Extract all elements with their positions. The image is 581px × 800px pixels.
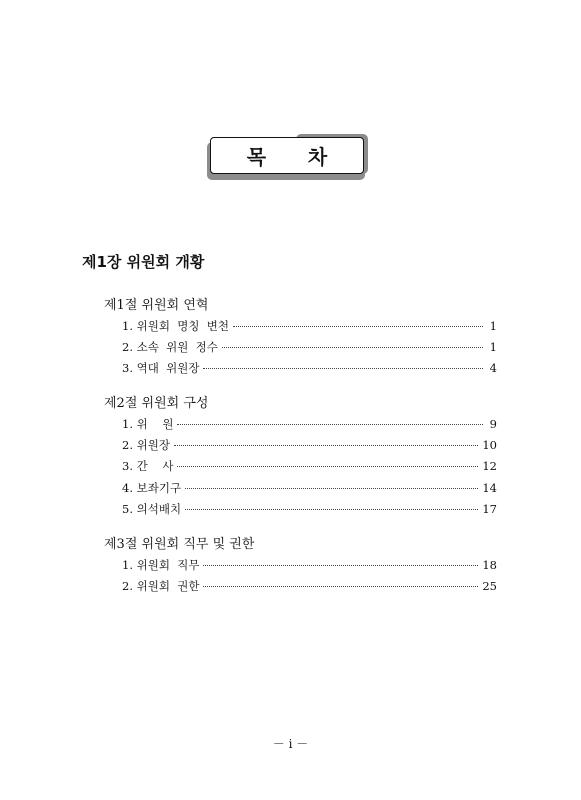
toc-entry-page: 17 — [482, 502, 497, 516]
leader-dots — [203, 586, 478, 587]
toc-entry[interactable] — [122, 458, 497, 474]
toc-entry-page: 1 — [489, 319, 497, 333]
toc-title: 목 차 — [246, 145, 328, 169]
toc-entry-label: 3. 역대 위원장 — [122, 361, 200, 375]
leader-dots — [185, 509, 478, 510]
leader-dots — [203, 565, 478, 566]
toc-entry[interactable] — [122, 339, 497, 355]
toc-entry-page: 4 — [489, 361, 497, 375]
toc-entry-page: 9 — [489, 417, 497, 431]
toc-entry-label: 4. 보좌기구 — [122, 481, 182, 495]
toc-entry-page: 14 — [482, 481, 497, 495]
toc-entry-page: 10 — [482, 438, 497, 452]
toc-entry[interactable] — [122, 480, 497, 496]
toc-entry[interactable] — [122, 318, 497, 334]
toc-entry[interactable] — [122, 578, 497, 594]
toc-entry-label: 1. 위원회 명칭 변천 — [122, 319, 230, 333]
toc-entry-label: 1. 위 원 — [122, 417, 174, 431]
leader-dots — [177, 466, 478, 467]
leader-dots — [177, 424, 483, 425]
toc-entry[interactable] — [122, 416, 497, 432]
toc-entry-label: 1. 위원회 직무 — [122, 558, 200, 572]
toc-entry-label: 3. 간 사 — [122, 459, 174, 473]
toc-entry-label: 2. 소속 위원 정수 — [122, 340, 218, 354]
section-heading: 제1절 위원회 연혁 — [104, 298, 209, 313]
section-heading: 제3절 위원회 직무 및 권한 — [104, 537, 255, 552]
toc-entry-label: 5. 의석배치 — [122, 502, 182, 516]
toc-entry-label: 2. 위원회 권한 — [122, 579, 200, 593]
toc-entry[interactable] — [122, 557, 497, 573]
leader-dots — [185, 488, 478, 489]
toc-entry-label: 2. 위원장 — [122, 438, 170, 452]
toc-entry[interactable] — [122, 360, 497, 376]
section-heading: 제2절 위원회 구성 — [104, 396, 209, 411]
leader-dots — [203, 368, 483, 369]
toc-entry-page: 18 — [482, 558, 497, 572]
toc-title-box — [210, 137, 368, 180]
leader-dots — [233, 326, 483, 327]
toc-entry-page: 1 — [489, 340, 497, 354]
toc-entry-page: 12 — [482, 459, 497, 473]
toc-entry-page: 25 — [482, 579, 497, 593]
toc-entry[interactable] — [122, 437, 497, 453]
leader-dots — [222, 347, 483, 348]
page-number-footer: － i － — [272, 737, 309, 751]
leader-dots — [174, 445, 478, 446]
chapter-heading: 제1장 위원회 개황 — [82, 253, 205, 271]
toc-entry[interactable] — [122, 501, 497, 517]
